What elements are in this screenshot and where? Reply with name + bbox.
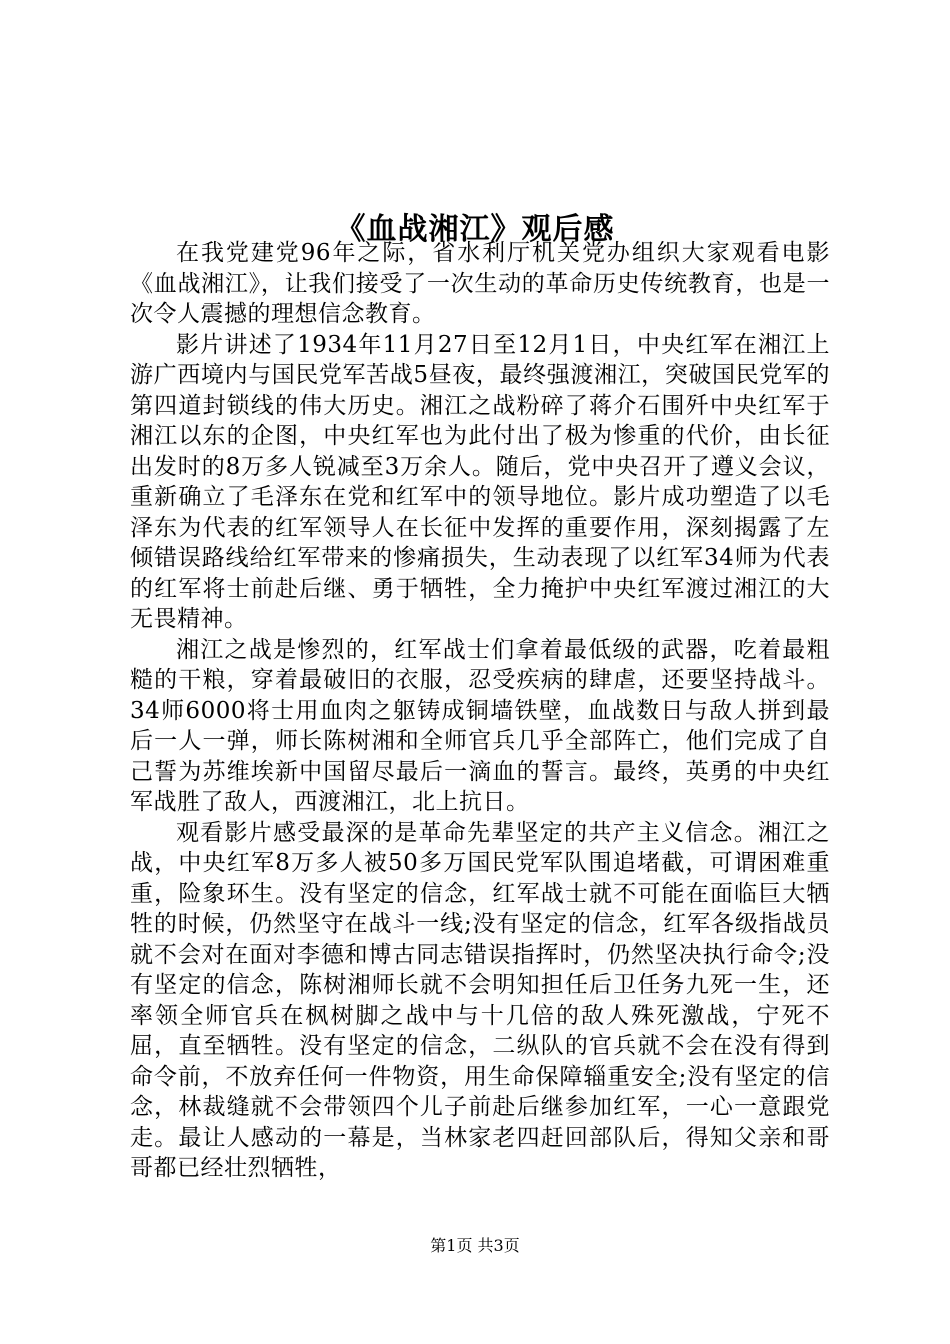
page-footer: 第1页 共3页 [430,1236,520,1255]
paragraph-4: 观看影片感受最深的是革命先辈坚定的共产主义信念。湘江之战，中央红军8万多人被50多万国民党军队围追堵截，可谓困难重重，险象环生。没有坚定的信念，红军战士就不可能在面临巨大牺牲的时候，仍然坚守在战斗一线;没有坚定的信念，红军各级指战员就不会对在面对李德和博古同志错误指挥时，仍然坚决执行命令;没有坚定的信念，陈树湘师长就不会明知担任后卫任务九死一生，还率领全师官兵在枫树脚之战中与十几倍的敌人殊死激战，宁死不屈，直至牺牲。没有坚定的信念，二纵队的官兵就不会在没有得到命令前，不放弃任何一件物资，用生命保障辎重安全;没有坚定的信念，林裁缝就不会带领四个儿子前赴后继参加红军，一心一意跟党走。最让人感动的一幕是，当林家老四赶回部队后，得知父亲和哥哥都已经壮烈牺牲， [130,819,830,1181]
paragraph-3: 湘江之战是惨烈的，红军战士们拿着最低级的武器，吃着最粗糙的干粮，穿着最破旧的衣服，忍受疾病的肆虐，还要坚持战斗。34师6000将士用血肉之躯铸成铜墙铁壁，血战数日与敌人拼到最后一人一弹，师长陈树湘和全师官兵几乎全部阵亡，他们完成了自己誓为苏维埃新中国留尽最后一滴血的誓言。最终，英勇的中央红军战胜了敌人，西渡湘江，北上抗日。 [130,636,830,815]
document-body [130,238,830,1184]
paragraph-2: 影片讲述了1934年11月27日至12月1日，中央红军在湘江上游广西境内与国民党军苦战5昼夜，最终强渡湘江，突破国民党军的第四道封锁线的伟大历史。湘江之战粉碎了蒋介石围歼中央红军于湘江以东的企图，中央红军也为此付出了极为惨重的代价，由长征出发时的8万多人锐减至3万余人。随后，党中央召开了遵义会议，重新确立了毛泽东在党和红军中的领导地位。影片成功塑造了以毛泽东为代表的红军领导人在长征中发挥的重要作用，深刻揭露了左倾错误路线给红军带来的惨痛损失，生动表现了以红军34师为代表的红军将士前赴后继、勇于牺牲，全力掩护中央红军渡过湘江的大无畏精神。 [130,331,830,632]
paragraph-1: 在我党建党96年之际，省水利厅机关党办组织大家观看电影《血战湘江》，让我们接受了一次生动的革命历史传统教育，也是一次令人震撼的理想信念教育。 [130,240,830,327]
page-title: 《血战湘江》观后感 [335,212,615,248]
